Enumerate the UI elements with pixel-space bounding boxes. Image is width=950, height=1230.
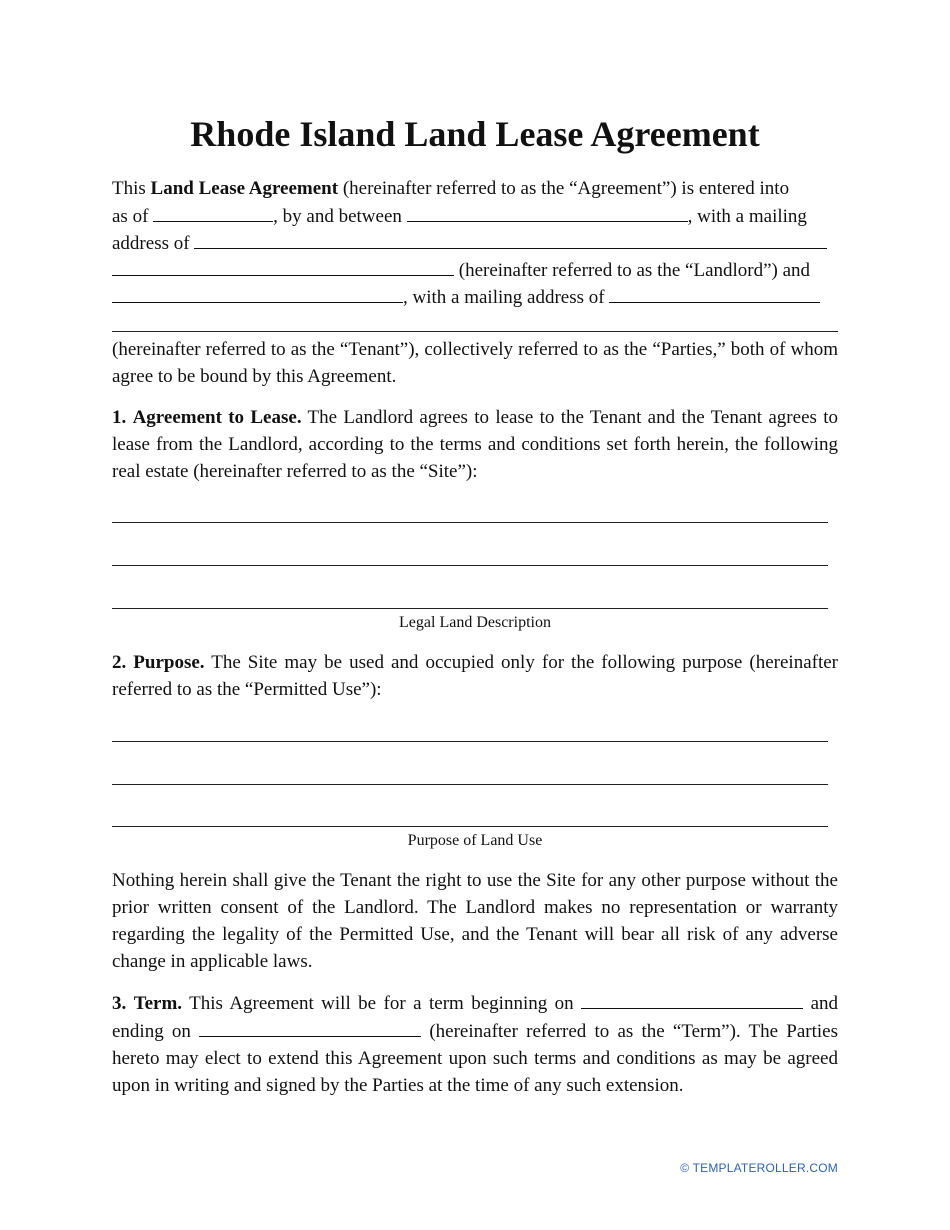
landlord-address-blank[interactable] bbox=[194, 229, 827, 249]
intro-line-4: (hereinafter referred to as the “Landlord”) and bbox=[112, 256, 838, 284]
legal-description-line-2[interactable] bbox=[112, 565, 828, 566]
legal-description-line-3[interactable] bbox=[112, 608, 828, 609]
section-3-number: 3. bbox=[112, 993, 127, 1014]
landlord-name-blank[interactable] bbox=[407, 202, 688, 222]
term-start-blank[interactable] bbox=[581, 989, 803, 1009]
intro-bold-term: Land Lease Agreement bbox=[150, 178, 339, 199]
section-3-paragraph: 3. Term. This Agreement will be for a term beginning on and ending on (hereinafter referred to as the “Term”). The Parties hereto may elect to extend this Agreement upon such terms and conditions as may be agreed upon in writing and signed by the Parties at the time of any such extension. bbox=[112, 989, 838, 1099]
intro-line-1: This Land Lease Agreement (hereinafter referred to as the “Agreement”) is entered into bbox=[112, 178, 790, 199]
term-end-blank[interactable] bbox=[199, 1017, 421, 1037]
section-1-heading: Agreement to Lease. bbox=[132, 407, 302, 428]
landlord-address-blank-2[interactable] bbox=[112, 256, 454, 276]
intro-line-3: address of bbox=[112, 229, 838, 257]
section-3-heading: Term. bbox=[133, 993, 183, 1014]
purpose-caption: Purpose of Land Use bbox=[407, 832, 543, 849]
date-blank[interactable] bbox=[153, 202, 273, 222]
section-2-followup: Nothing herein shall give the Tenant the right to use the Site for any other purpose without the prior written consent of the Landlord. The Landlord makes no representation or warranty regarding the legality of the Permitted Use, and the Tenant will bear all risk of any adverse change in applicable laws. bbox=[112, 870, 838, 972]
page-title: Rhode Island Land Lease Agreement bbox=[190, 114, 760, 154]
tenant-address-line[interactable] bbox=[112, 331, 838, 332]
purpose-line-3[interactable] bbox=[112, 826, 828, 827]
purpose-line-1[interactable] bbox=[112, 741, 828, 742]
legal-description-line-1[interactable] bbox=[112, 522, 828, 523]
intro-closing: (hereinafter referred to as the “Tenant”), collectively referred to as the “Parties,” both of whom agree to be bound by this Agreement. bbox=[112, 339, 838, 387]
section-2-number: 2. bbox=[112, 652, 127, 673]
tenant-name-blank[interactable] bbox=[112, 283, 403, 303]
intro-line-5: , with a mailing address of bbox=[112, 283, 838, 311]
section-2-paragraph: 2. Purpose. The Site may be used and occupied only for the following purpose (hereinafter referred to as the “Permitted Use”): bbox=[112, 652, 839, 700]
section-1-paragraph: 1. Agreement to Lease. The Landlord agrees to lease to the Tenant and the Tenant agrees to lease from the Landlord, according to the terms and conditions set forth herein, the following real estate (hereinafter referred to as the “Site”): bbox=[112, 407, 839, 482]
intro-line-2: as of , by and between , with a mailing bbox=[112, 202, 838, 230]
section-2-heading: Purpose. bbox=[133, 652, 205, 673]
tenant-address-blank[interactable] bbox=[609, 283, 820, 303]
legal-description-caption: Legal Land Description bbox=[399, 614, 551, 631]
purpose-line-2[interactable] bbox=[112, 784, 828, 785]
copyright-link[interactable]: © TEMPLATEROLLER.COM bbox=[680, 1161, 838, 1175]
section-1-number: 1. bbox=[112, 407, 127, 428]
